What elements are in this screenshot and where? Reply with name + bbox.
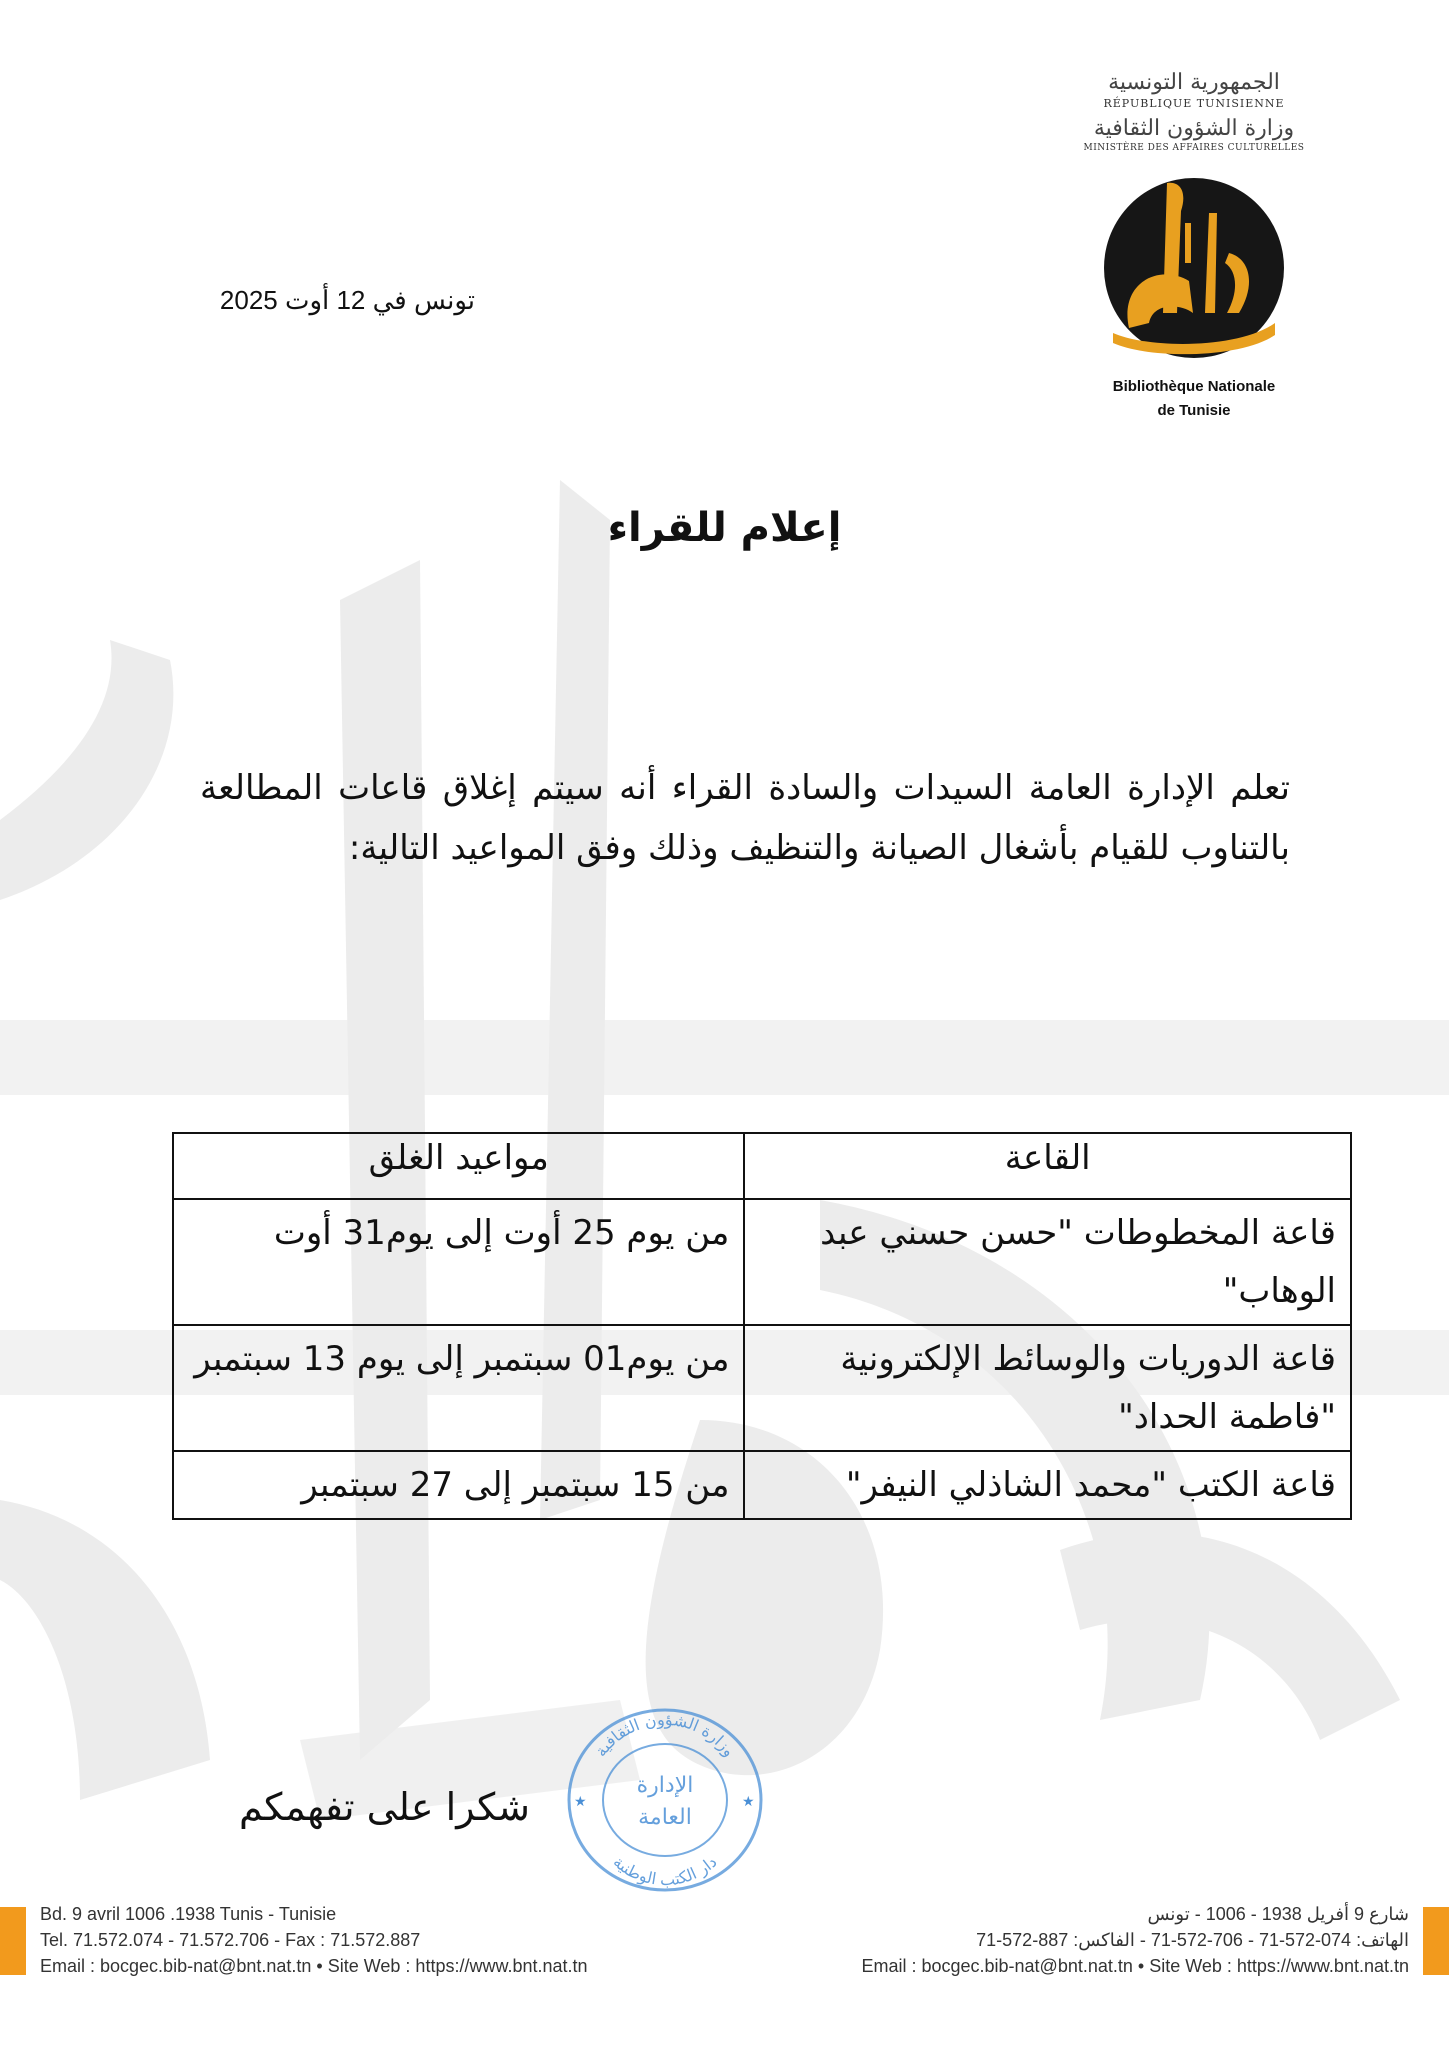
ministry-name-fr: MINISTÈRE DES AFFAIRES CULTURELLES — [1083, 143, 1305, 153]
library-name-line1: Bibliothèque Nationale — [1112, 378, 1276, 395]
hall-cell: قاعة الكتب "محمد الشاذلي النيفر" — [744, 1451, 1351, 1519]
footer-accent-bar-left — [0, 1907, 26, 1975]
table-row — [173, 1451, 1351, 1519]
republic-name-fr: RÉPUBLIQUE TUNISIENNE — [1103, 97, 1285, 110]
dates-cell: من 15 سبتمبر إلى 27 سبتمبر — [173, 1451, 744, 1519]
table-row — [173, 1325, 1351, 1451]
hall-cell: قاعة الدوريات والوسائط الإلكترونية "فاطمة الحداد" — [744, 1325, 1351, 1451]
closure-schedule-table — [172, 1132, 1352, 1520]
dates-cell: من يوم 25 أوت إلى يوم31 أوت — [173, 1199, 744, 1325]
table-row — [173, 1199, 1351, 1325]
header-logo-block — [1079, 70, 1309, 421]
document-title: إعلام للقراء — [607, 505, 842, 551]
library-emblem-icon — [1089, 163, 1299, 373]
footer-contact-ar — [861, 1901, 1409, 1979]
footer-address-ar: شارع 9 أفريل 1938 - 1006 - تونس — [1147, 1904, 1409, 1924]
page-footer — [0, 1895, 1449, 2005]
header-dates: مواعيد الغلق — [173, 1133, 744, 1199]
footer-email-fr: Email : bocgec.bib-nat@bnt.nat.tn • Site Web : https://www.bnt.nat.tn — [40, 1956, 588, 1976]
footer-accent-bar-right — [1423, 1907, 1449, 1975]
stamp-text-center1: الإدارة — [636, 1773, 694, 1798]
hall-cell: قاعة المخطوطات "حسن حسني عبد الوهاب" — [744, 1199, 1351, 1325]
stamp-text-center2: العامة — [638, 1805, 692, 1830]
official-stamp — [560, 1700, 770, 1900]
footer-contact-fr — [40, 1901, 588, 1979]
footer-phone-fr: Tel. 71.572.074 - 71.572.706 - Fax : 71.572.887 — [40, 1930, 421, 1950]
stamp-star-icon: ★ — [574, 1794, 587, 1810]
stamp-star-icon: ★ — [742, 1794, 755, 1810]
stamp-text-bottom: دار الكتب الوطنية — [609, 1852, 721, 1890]
document-date: تونس في 12 أوت 2025 — [219, 285, 475, 315]
intro-paragraph: تعلم الإدارة العامة السيدات والسادة القراء أنه سيتم إغلاق قاعات المطالعة بالتناوب للقيام بأشغال الصيانة والتنظيف وذلك وفق المواعيد التالية: — [200, 768, 1290, 868]
footer-address-fr: Bd. 9 avril 1006 .1938 Tunis - Tunisie — [40, 1904, 337, 1924]
svg-text:وزارة الشؤون الثقافية — [591, 1710, 739, 1761]
footer-email-ar: Email : bocgec.bib-nat@bnt.nat.tn • Site Web : https://www.bnt.nat.tn — [861, 1956, 1409, 1976]
closing-thanks: شكرا على تفهمكم — [239, 1785, 530, 1829]
footer-phone-ar: الهاتف: 074-572-71 - 706-572-71 - الفاكس: 887-572-71 — [976, 1930, 1409, 1950]
republic-name-ar: الجمهورية التونسية — [1108, 70, 1280, 95]
dates-cell: من يوم01 سبتمبر إلى يوم 13 سبتمبر — [173, 1325, 744, 1451]
table-header-row — [173, 1133, 1351, 1199]
stamp-text-top: وزارة الشؤون الثقافية — [590, 1709, 740, 1761]
ministry-name-ar: وزارة الشؤون الثقافية — [1093, 116, 1295, 141]
header-hall: القاعة — [744, 1133, 1351, 1199]
library-name-line2: de Tunisie — [1157, 402, 1231, 419]
